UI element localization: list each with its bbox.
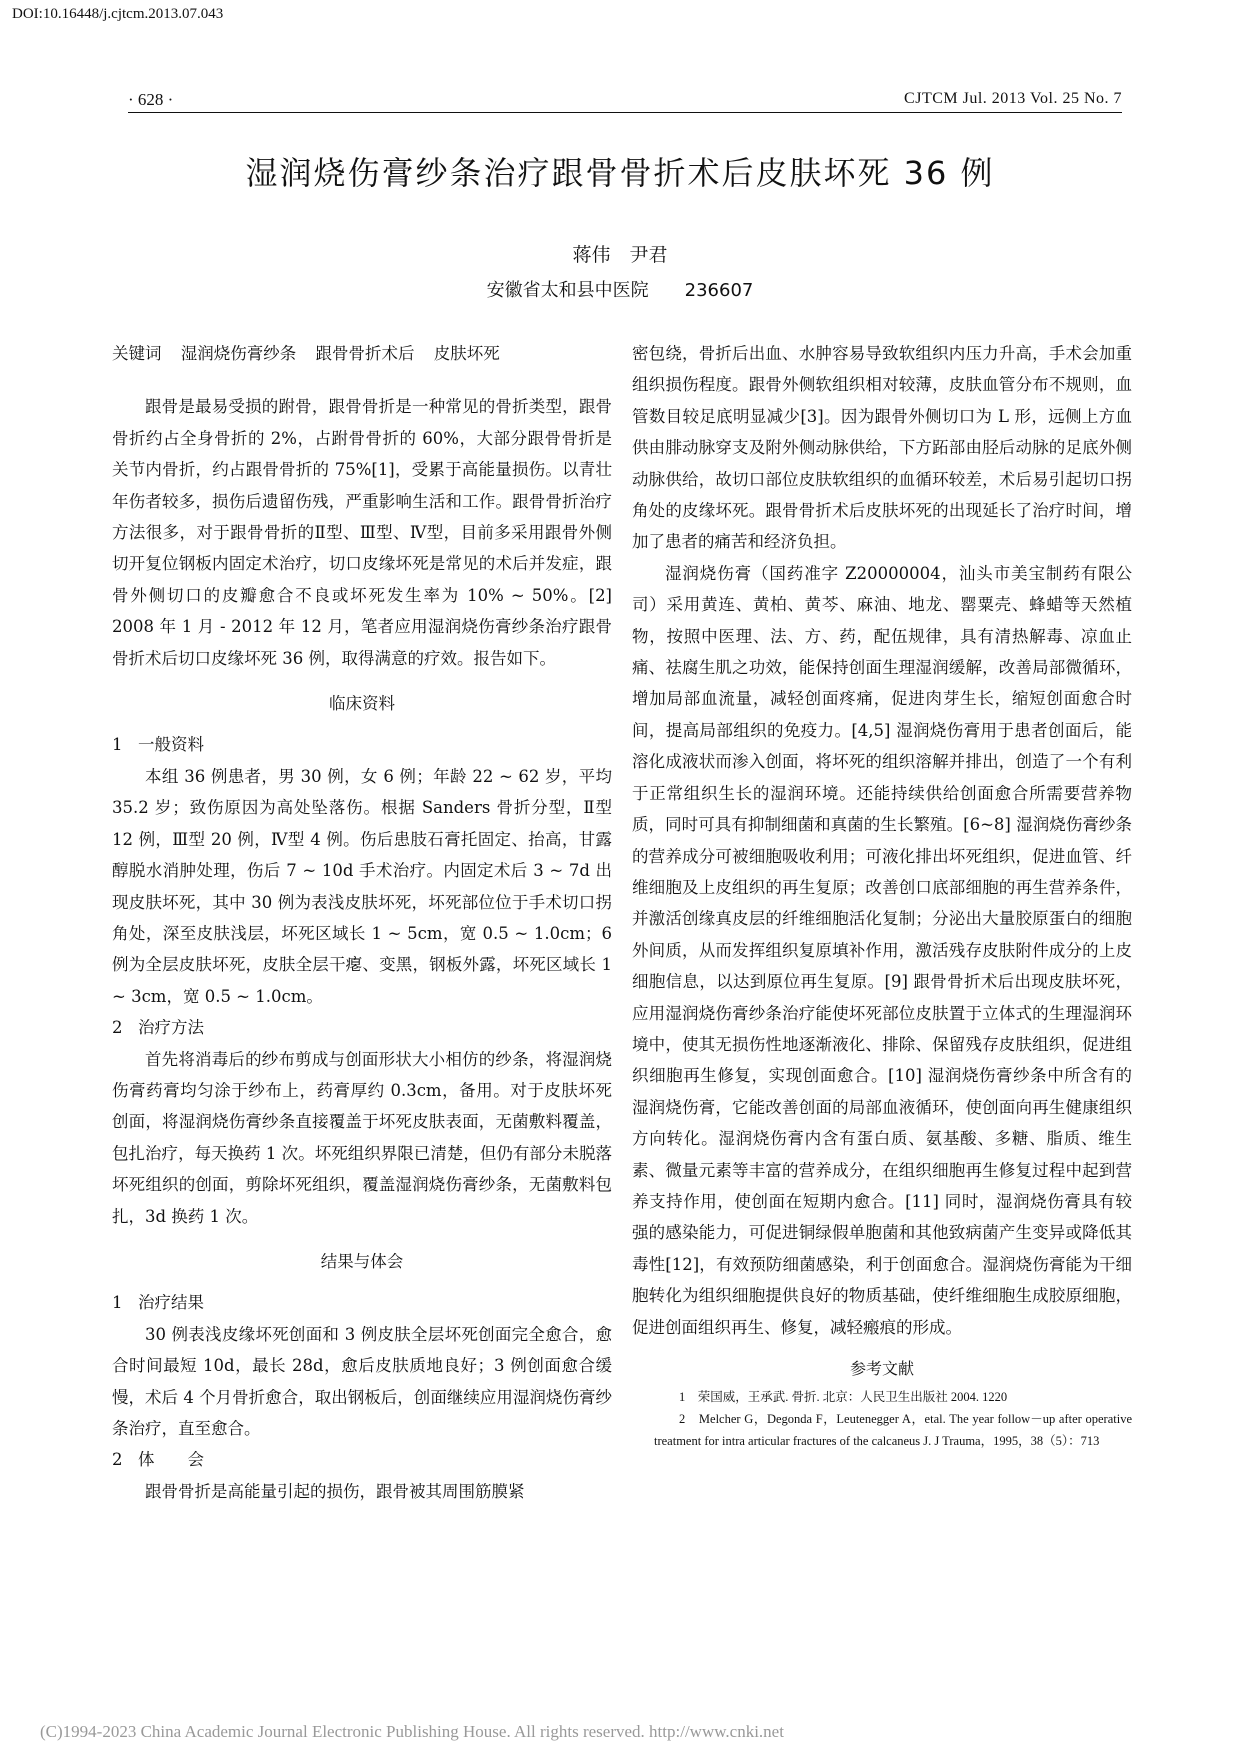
subsection-heading — [112, 1012, 612, 1043]
subsection-number: 2 — [112, 1018, 123, 1038]
subsection-number: 2 — [112, 1450, 123, 1470]
keyword-item: 跟骨骨折术后 — [315, 344, 415, 363]
subsection-heading — [112, 1287, 612, 1318]
subsection-title: 治疗方法 — [138, 1018, 204, 1038]
right-column — [632, 338, 1132, 1452]
keywords — [112, 338, 612, 369]
body-paragraph: 30 例表浅皮缘坏死创面和 3 例皮肤全层坏死创面完全愈合，愈合时间最短 10d，最长 28d，愈后皮肤质地良好；3 例创面愈合缓慢，术后 4 个月骨折愈合，取出钢板后，创面继续应用湿润烧伤膏纱条治疗，直至愈合。 — [112, 1324, 612, 1438]
doi-line: DOI:10.16448/j.cjtcm.2013.07.043 — [12, 6, 224, 22]
body-paragraph: 首先将消毒后的纱布剪成与创面形状大小相仿的纱条，将湿润烧伤膏药膏均匀涂于纱布上，药膏厚约 0.3cm，备用。对于皮肤坏死创面，将湿润烧伤膏纱条直接覆盖于坏死皮肤表面，无菌敷料覆盖，包扎治疗，每天换药 1 次。坏死组织界限已清楚，但仍有部分未脱落坏死组织的创面，剪除坏死组织，覆盖湿润烧伤膏纱条，无菌敷料包扎，3d 换药 1 次。 — [112, 1049, 612, 1226]
intro-paragraph: 跟骨是最易受损的跗骨，跟骨骨折是一种常见的骨折类型，跟骨骨折约占全身骨折的 2%，占跗骨骨折的 60%，大部分跟骨骨折是关节内骨折，约占跟骨骨折的 75%[1]，受累于高能量损伤。以青壮年伤者较多，损伤后遗留伤残，严重影响生活和工作。跟骨骨折治疗方法很多，对于跟骨骨折的Ⅱ型、Ⅲ型、Ⅳ型，目前多采用跟骨外侧切开复位钢板内固定术治疗，切口皮缘坏死是常见的术后并发症，跟骨外侧切口的皮瓣愈合不良或坏死发生率为 10% ~ 50%。[2] 2008 年 1 月 - 2012 年 12 月，笔者应用湿润烧伤膏纱条治疗跟骨骨折术后切口皮缘坏死 36 例，取得满意的疗效。报告如下。 — [112, 397, 612, 668]
body-paragraph: 本组 36 例患者，男 30 例，女 6 例；年龄 22 ~ 62 岁，平均 35.2 岁；致伤原因为高处坠落伤。根据 Sanders 骨折分型，Ⅱ型 12 例，Ⅲ型 20 例，Ⅳ型 4 例。伤后患肢石膏托固定、抬高，甘露醇脱水消肿处理，伤后 7 ~ 10d 手术治疗。内固定术后 3 ~ 7d 出现皮肤坏死，其中 30 例为表浅皮肤坏死，坏死部位位于手术切口拐角处，深至皮肤浅层，坏死区域长 1 ~ 5cm，宽 0.5 ~ 1.0cm；6 例为全层皮肤坏死，皮肤全层干瘪、变黑，钢板外露，坏死区域长 1 ~ 3cm，宽 0.5 ~ 1.0cm。 — [112, 766, 612, 1006]
left-column — [112, 338, 612, 1507]
body-paragraph: 跟骨骨折是高能量引起的损伤，跟骨被其周围筋膜紧 — [145, 1481, 525, 1501]
keyword-item: 湿润烧伤膏纱条 — [180, 344, 297, 363]
journal-header: CJTCM Jul. 2013 Vol. 25 No. 7 — [904, 90, 1122, 107]
subsection-number: 1 — [112, 735, 123, 755]
keywords-label: 关键词 — [112, 344, 162, 363]
keyword-item: 皮肤坏死 — [433, 344, 500, 363]
reference-item: 1 荣国威，王承武. 骨折. 北京：人民卫生出版社 2004. 1220 — [679, 1390, 1008, 1405]
reference-item: 2 Melcher G，Degonda F，Leutenegger A，etal. The year follow－up after operative treatment for intra articular fractures of the calcaneus J. J Trauma，1995，38（5）：713 — [654, 1412, 1132, 1449]
section-heading: 结果与体会 — [320, 1251, 404, 1271]
article-title: 湿润烧伤膏纱条治疗跟骨骨折术后皮肤坏死 36 例 — [245, 154, 995, 192]
subsection-title: 治疗结果 — [138, 1293, 204, 1313]
page-number: · 628 · — [128, 90, 174, 109]
subsection-title: 一般资料 — [138, 735, 204, 755]
subsection-title: 体 会 — [138, 1450, 204, 1470]
authors: 蒋伟 尹君 — [572, 244, 668, 266]
subsection-heading — [112, 729, 612, 760]
body-paragraph: 湿润烧伤膏（国药准字 Z20000004，汕头市美宝制药有限公司）采用黄连、黄柏、黄芩、麻油、地龙、罂粟壳、蜂蜡等天然植物，按照中医理、法、方、药，配伍规律，具有清热解毒、凉血止痛、祛腐生肌之功效，能保持创面生理湿润缓解，改善局部微循环，增加局部血流量，减轻创面疼痛，促进肉芽生长，缩短创面愈合时间，提高局部组织的免疫力。[4,5] 湿润烧伤膏用于患者创面后，能溶化成液状而渗入创面，将坏死的组织溶解并排出，创造了一个有利于正常组织生长的湿润环境。还能持续供给创面愈合所需要营养物质，同时可具有抑制细菌和真菌的生长繁殖。[6~8] 湿润烧伤膏纱条的营养成分可被细胞吸收利用；可液化排出坏死组织，促进血管、纤维细胞及上皮组织的再生复原；改善创口底部细胞的再生营养条件，并激活创缘真皮层的纤维细胞活化复制；分泌出大量胶原蛋白的细胞外间质，从而发挥组织复原填补作用，激活残存皮肤附件成分的上皮细胞信息，以达到原位再生复原。[9] 跟骨骨折术后出现皮肤坏死，应用湿润烧伤膏纱条治疗能使坏死部位皮肤置于立体式的生理湿润环境中，使其无损伤性地逐渐液化、排除、保留残存皮肤组织，促进组织细胞再生修复，实现创面愈合。[10] 湿润烧伤膏纱条中所含有的湿润烧伤膏，它能改善创面的局部血液循环，使创面向再生健康组织方向转化。湿润烧伤膏内含有蛋白质、氨基酸、多糖、脂质、维生素、微量元素等丰富的营养成分，在组织细胞再生修复过程中起到营养支持作用，使创面在短期内愈合。[11] 同时，湿润烧伤膏具有较强的感染能力，可促进铜绿假单胞菌和其他致病菌产生变异或降低其毒性[12]，有效预防细菌感染，利于创面愈合。湿润烧伤膏能为干细胞转化为组织细胞提供良好的物质基础，使纤维细胞生成胶原细胞，促进创面组织再生、修复，减轻瘢痕的形成。 — [632, 563, 1132, 1337]
affiliation: 安徽省太和县中医院 236607 — [486, 280, 754, 301]
body-paragraph: 密包绕，骨折后出血、水肿容易导致软组织内压力升高，手术会加重组织损伤程度。跟骨外侧软组织相对较薄，皮肤血管分布不规则，血管数目较足底明显减少[3]。因为跟骨外侧切口为 L 形，远侧上方血供由腓动脉穿支及附外侧动脉供给，下方跖部由胫后动脉的足底外侧动脉供给，故切口部位皮肤软组织的血循环较差，术后易引起切口拐角处的皮缘坏死。跟骨骨折术后皮肤坏死的出现延长了治疗时间，增加了患者的痛苦和经济负担。 — [632, 344, 1132, 552]
subsection-heading — [112, 1444, 612, 1475]
references-heading: 参考文献 — [849, 1359, 914, 1378]
subsection-number: 1 — [112, 1293, 123, 1313]
header-rule — [128, 112, 1122, 113]
copyright-footer: (C)1994-2023 China Academic Journal Electronic Publishing House. All rights reserved. http://www.cnki.net — [40, 1722, 784, 1741]
section-heading: 临床资料 — [329, 694, 395, 714]
